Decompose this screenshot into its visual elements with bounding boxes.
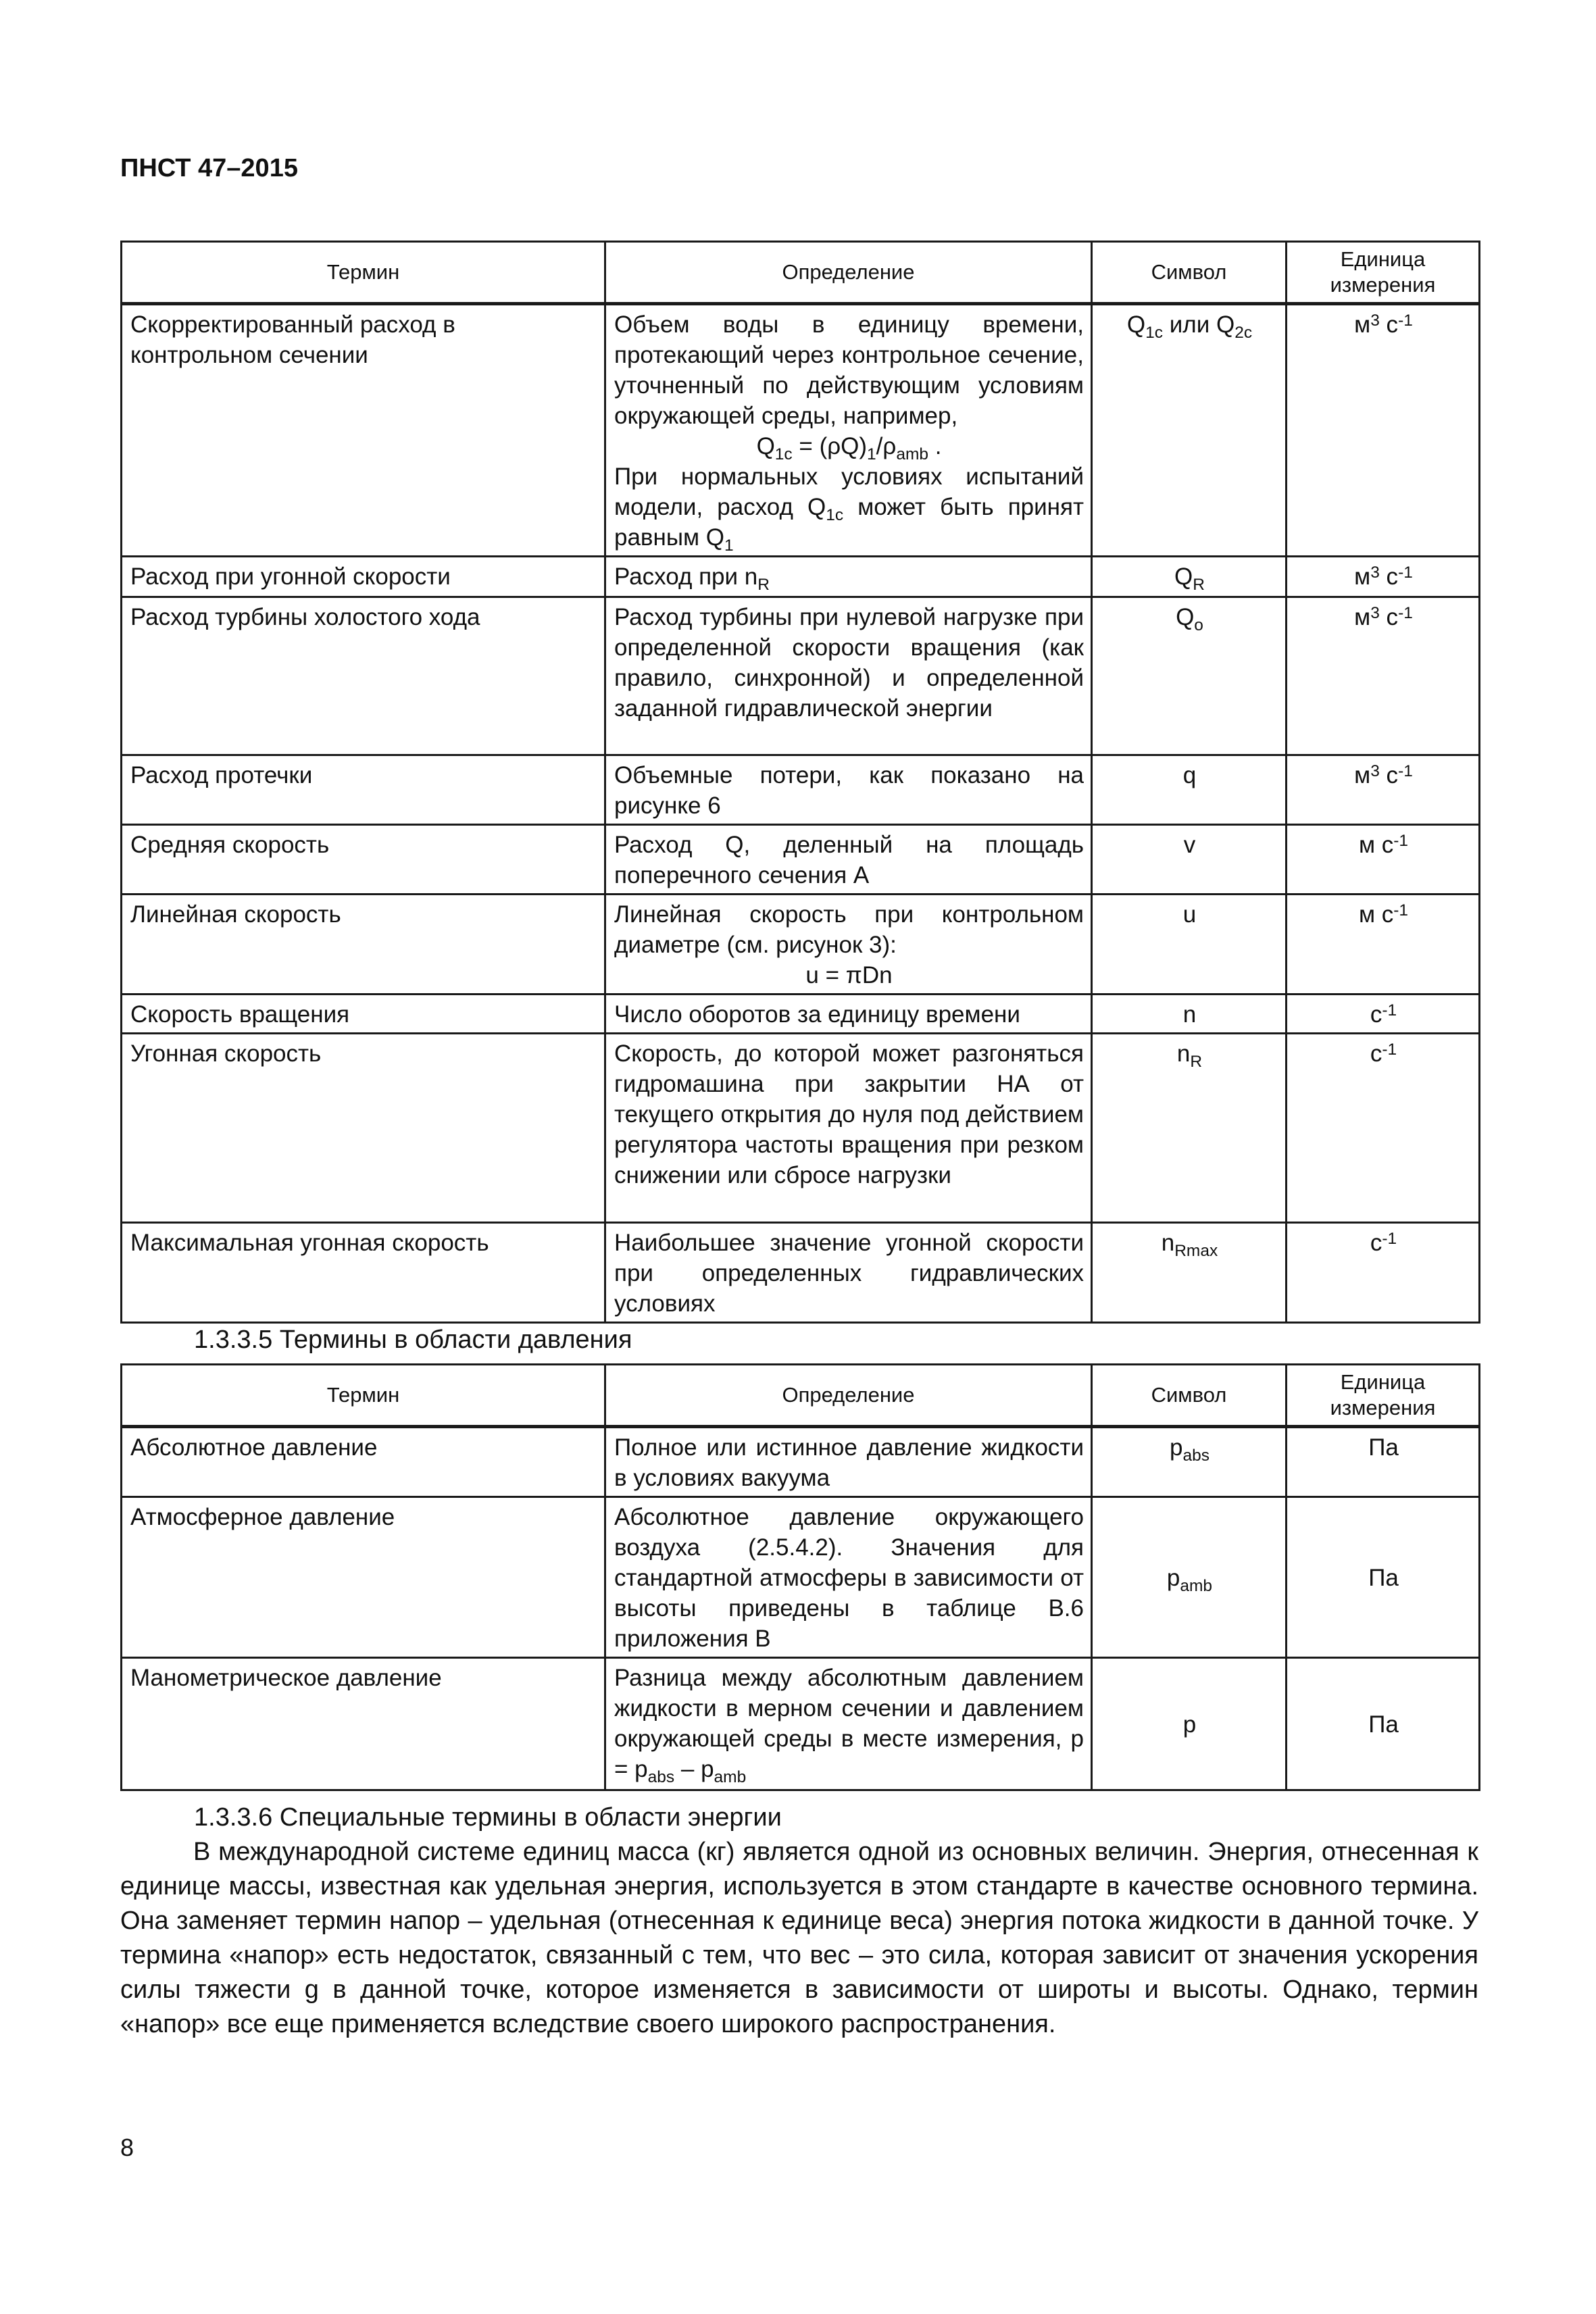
header-definition: Определение bbox=[605, 242, 1092, 304]
table-row bbox=[122, 304, 1480, 557]
unit-cell: $м^3$ $с^{-1}$ bbox=[1287, 557, 1480, 597]
unit-cell: $м^3$ $с^{-1}$ bbox=[1287, 755, 1480, 825]
table-row bbox=[122, 1223, 1480, 1323]
header-symbol: Символ bbox=[1092, 242, 1287, 304]
table-header-row bbox=[122, 1365, 1480, 1427]
definition-cell: Наибольшее значение угонной скорости при определенных гидравлических условиях bbox=[605, 1223, 1092, 1323]
table-row bbox=[122, 755, 1480, 825]
unit-cell: $с^{-1}$ bbox=[1287, 995, 1480, 1034]
table-row bbox=[122, 1658, 1480, 1790]
term-cell: Атмосферное давление bbox=[122, 1497, 605, 1658]
definition-cell: Скорость, до которой может разгоняться гидромашина при закрытии НА от текущего открытия до нуля под действием регулятора частоты вращения при резком снижении или сбросе нагрузки bbox=[605, 1034, 1092, 1223]
table-row bbox=[122, 895, 1480, 995]
term-cell: Линейная скорость bbox=[122, 895, 605, 995]
unit-cell: Па bbox=[1287, 1658, 1480, 1790]
header-symbol: Символ bbox=[1092, 1365, 1287, 1427]
definition-cell bbox=[605, 304, 1092, 557]
table-header-row bbox=[122, 242, 1480, 304]
definition-cell: Объемные потери, как показано на рисунке 6 bbox=[605, 755, 1092, 825]
symbol-cell: p bbox=[1092, 1658, 1287, 1790]
section-heading-energy: 1.3.3.6 Специальные термины в области энергии bbox=[194, 1803, 782, 1832]
definition-cell: Расход при $n_R$ bbox=[605, 557, 1092, 597]
symbol-cell: q bbox=[1092, 755, 1287, 825]
unit-cell: $м^3$ $с^{-1}$ bbox=[1287, 597, 1480, 755]
term-cell: Средняя скорость bbox=[122, 825, 605, 895]
header-term: Термин bbox=[122, 1365, 605, 1427]
table-row bbox=[122, 1427, 1480, 1497]
unit-cell: Па bbox=[1287, 1497, 1480, 1658]
term-cell: Максимальная угонная скорость bbox=[122, 1223, 605, 1323]
term-cell: Расход турбины холостого хода bbox=[122, 597, 605, 755]
formula: u = πDn bbox=[805, 962, 893, 988]
definition-cell bbox=[605, 1658, 1092, 1790]
page-number: 8 bbox=[120, 2134, 134, 2161]
header-term: Термин bbox=[122, 242, 605, 304]
symbol-cell: $Q_R$ bbox=[1092, 557, 1287, 597]
term-cell: Скорректированный расход в контрольном сечении bbox=[122, 304, 605, 557]
term-cell: Абсолютное давление bbox=[122, 1427, 605, 1497]
definition-cell: Полное или истинное давление жидкости в условиях вакуума bbox=[605, 1427, 1092, 1497]
definition-cell: Расход Q, деленный на площадь поперечного сечения A bbox=[605, 825, 1092, 895]
table-row bbox=[122, 597, 1480, 755]
table-row bbox=[122, 825, 1480, 895]
definition-cell: Число оборотов за единицу времени bbox=[605, 995, 1092, 1034]
unit-cell: м $с^{-1}$ bbox=[1287, 825, 1480, 895]
energy-paragraph: В международной системе единиц масса (кг) является одной из основных величин. Энергия, отнесенная к единице массы, известная как удельная энергия, используется в этом стандарте в качестве основного термина. Она заменяет термин напор – удельная (отнесенная к единице веса) энергия потока жидкости в данной точке. У термина «напор» есть недостаток, связанный с тем, что вес – это сила, которая зависит от значения ускорения силы тяжести g в данной точке, которое изменяется в зависимости от широты и высоты. Однако, термин «напор» все еще применяется вследствие своего широкого распространения. bbox=[120, 1838, 1478, 2038]
definition-cell bbox=[605, 895, 1092, 995]
flow-speed-terms-table bbox=[120, 241, 1480, 1324]
document-code: ПНСТ 47–2015 bbox=[120, 154, 298, 182]
symbol-cell: $p_{abs}$ bbox=[1092, 1427, 1287, 1497]
table-row bbox=[122, 557, 1480, 597]
formula: $Q_{1c} = (\rho Q)_1/\rho_{amb}$ . bbox=[756, 433, 942, 463]
header-definition: Определение bbox=[605, 1365, 1092, 1427]
symbol-cell: v bbox=[1092, 825, 1287, 895]
symbol-cell: $Q_{1c}$ или $Q_{2c}$ bbox=[1092, 304, 1287, 557]
header-unit: Единица измерения bbox=[1287, 242, 1480, 304]
definition-text: Разница между абсолютным давлением жидкости в мерном сечении и давлением окружающей среды в месте измерения, bbox=[614, 1665, 1084, 1752]
table-row bbox=[122, 995, 1480, 1034]
term-cell: Скорость вращения bbox=[122, 995, 605, 1034]
unit-cell: Па bbox=[1287, 1427, 1480, 1497]
unit-cell: $с^{-1}$ bbox=[1287, 1034, 1480, 1223]
symbol-cell: $p_{amb}$ bbox=[1092, 1497, 1287, 1658]
symbol-cell: u bbox=[1092, 895, 1287, 995]
formula: $p = p_{abs} - p_{amb}$ bbox=[614, 1726, 1084, 1786]
unit-cell: $м^3$ $с^{-1}$ bbox=[1287, 304, 1480, 557]
definition-note: При нормальных условиях испытаний модели, расход $Q_{1c}$ может быть принят равным $Q_1$ bbox=[614, 463, 1084, 555]
definition-text: Линейная скорость при контрольном диаметре (см. рисунок 3): bbox=[614, 901, 1084, 958]
table-row bbox=[122, 1497, 1480, 1658]
term-cell: Расход при угонной скорости bbox=[122, 557, 605, 597]
unit-cell: м $с^{-1}$ bbox=[1287, 895, 1480, 995]
symbol-cell: n bbox=[1092, 995, 1287, 1034]
term-cell: Манометрическое давление bbox=[122, 1658, 605, 1790]
symbol-cell: $Q_o$ bbox=[1092, 597, 1287, 755]
symbol-cell: $n_{Rmax}$ bbox=[1092, 1223, 1287, 1323]
term-cell: Угонная скорость bbox=[122, 1034, 605, 1223]
table-row bbox=[122, 1034, 1480, 1223]
unit-cell: $с^{-1}$ bbox=[1287, 1223, 1480, 1323]
definition-cell: Абсолютное давление окружающего воздуха (2.5.4.2). Значения для стандартной атмосферы в зависимости от высоты приведены в таблице В.6 приложения В bbox=[605, 1497, 1092, 1658]
definition-text: Объем воды в единицу времени, протекающий через контрольное сечение, уточненный по действующим условиям окружающей среды, например, bbox=[614, 311, 1084, 429]
symbol-cell: $n_R$ bbox=[1092, 1034, 1287, 1223]
term-cell: Расход протечки bbox=[122, 755, 605, 825]
section-heading-pressure: 1.3.3.5 Термины в области давления bbox=[194, 1326, 632, 1354]
header-unit: Единица измерения bbox=[1287, 1365, 1480, 1427]
definition-cell: Расход турбины при нулевой нагрузке при определенной скорости вращения (как правило, синхронной) и определенной заданной гидравлической энергии bbox=[605, 597, 1092, 755]
pressure-terms-table bbox=[120, 1363, 1480, 1791]
